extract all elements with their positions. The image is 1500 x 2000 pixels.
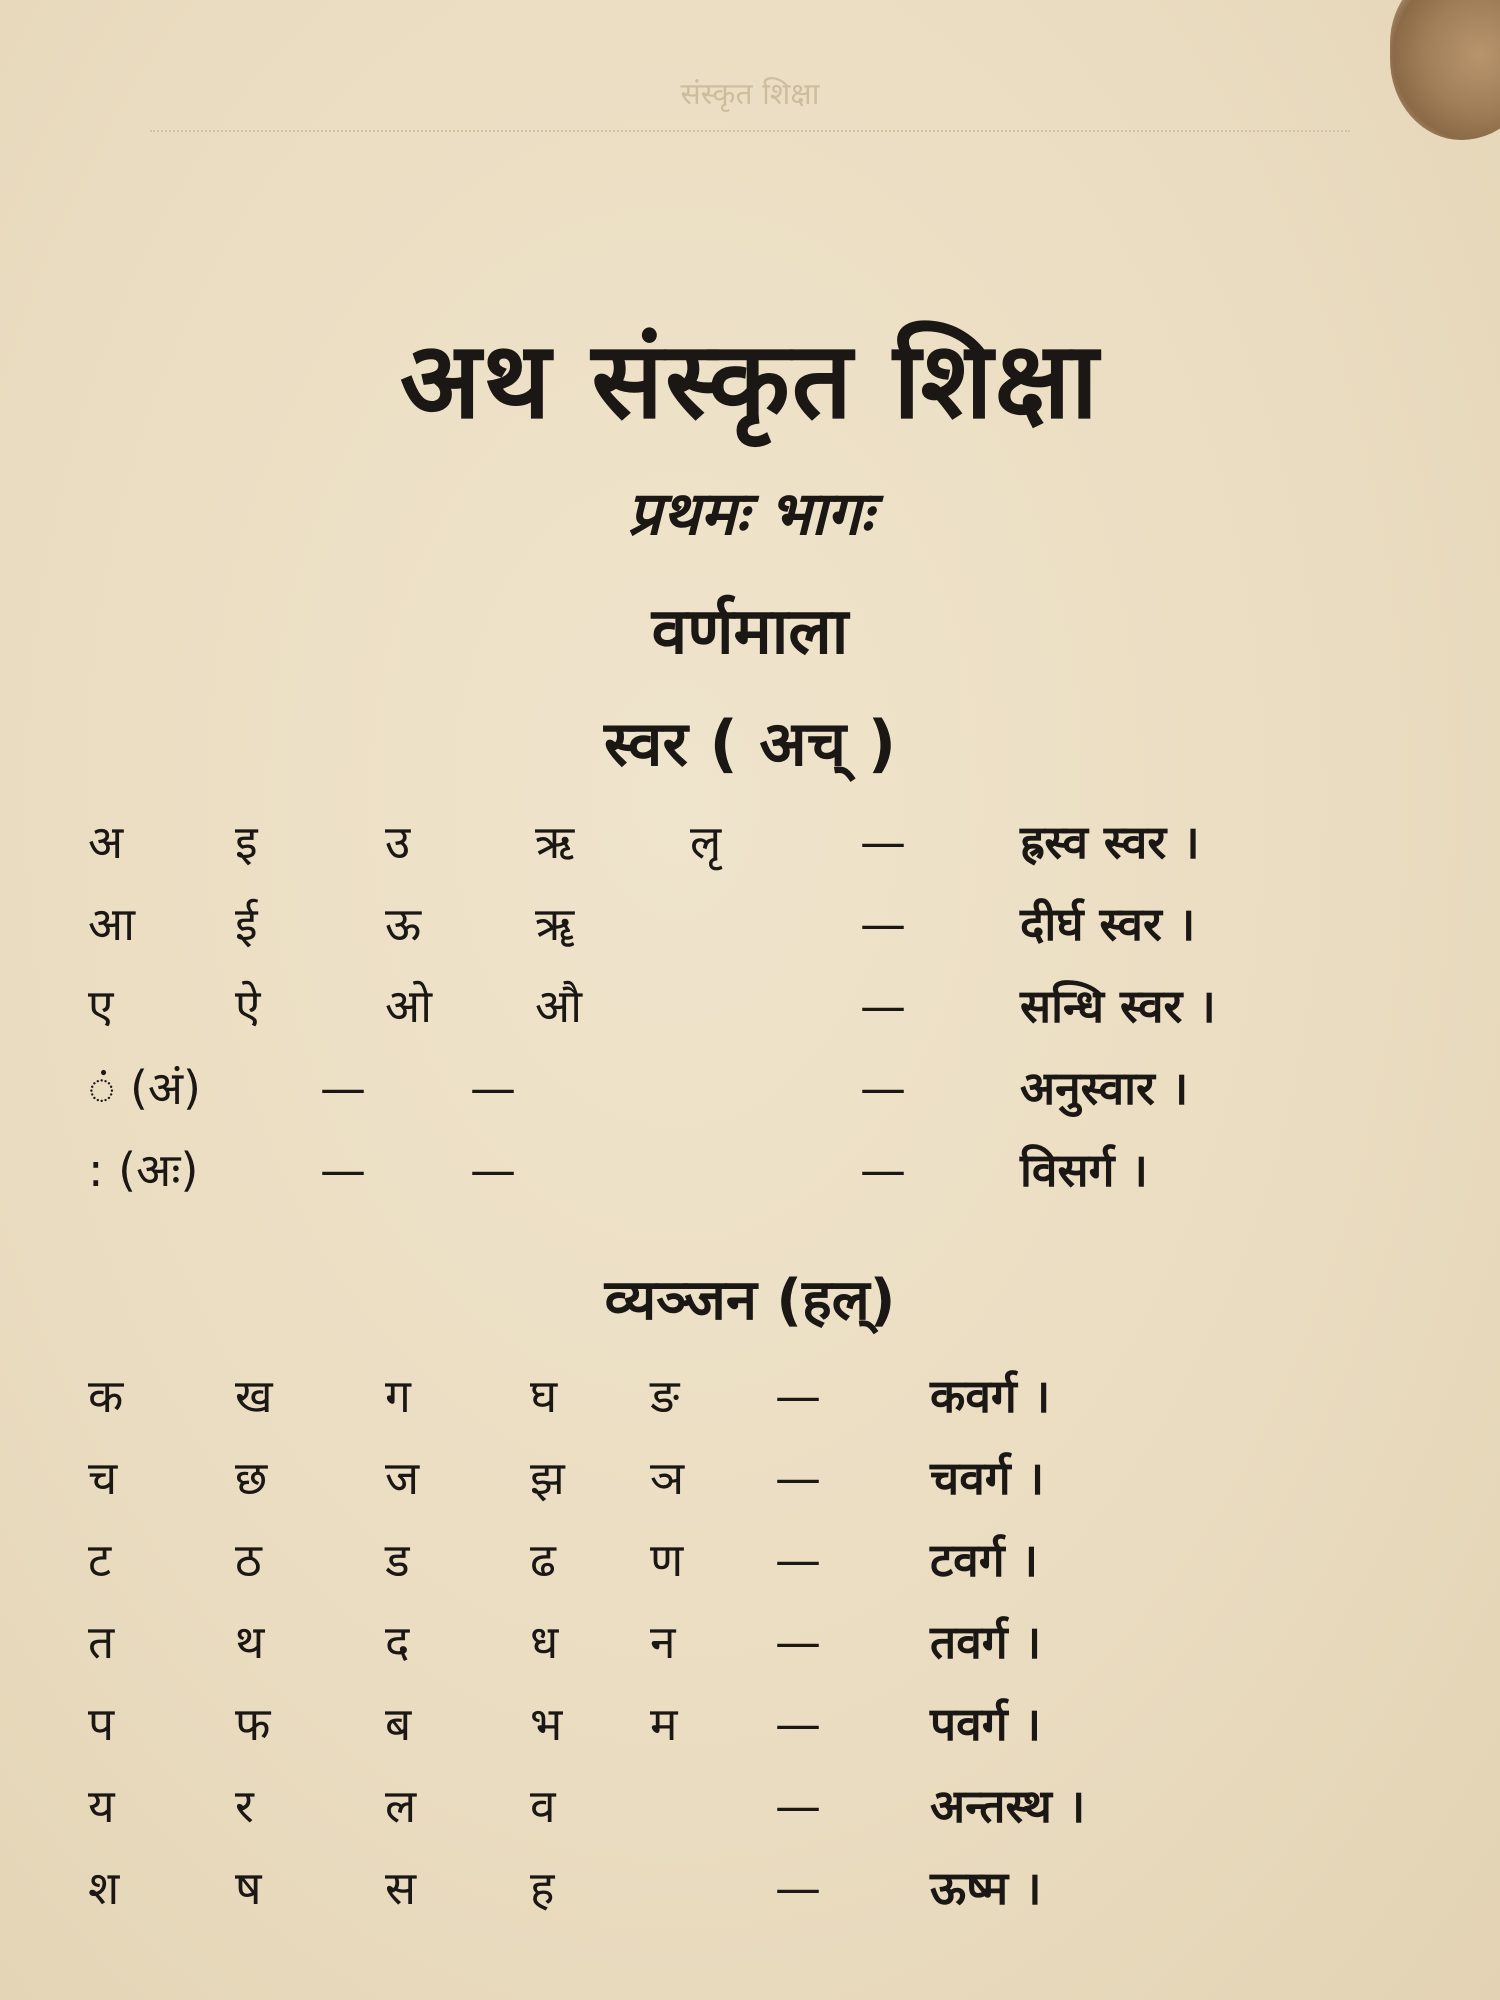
letter-cell: त (88, 1615, 115, 1669)
letter-cell: — (320, 1061, 366, 1115)
letter-cell: ग (385, 1369, 411, 1423)
row-label: ऊष्म । (930, 1861, 1042, 1915)
section-heading: वर्णमाला (651, 595, 849, 669)
letter-cell: थ (235, 1615, 265, 1669)
running-head: संस्कृत शिक्षा (680, 77, 820, 112)
letter-cell: व (530, 1779, 556, 1833)
row-dash: — (775, 1451, 821, 1505)
row-label: अन्तस्थ । (930, 1779, 1086, 1833)
page-title: अथ संस्कृत शिक्षा (399, 319, 1101, 442)
letter-cell: न (650, 1615, 676, 1669)
consonant-row (0, 1688, 1500, 1760)
letter-cell: ई (235, 897, 258, 951)
vowel-row (0, 1134, 1500, 1206)
vowel-row (0, 806, 1500, 878)
letter-cell: औ (535, 979, 583, 1033)
letter-cell: ञ (650, 1451, 685, 1505)
letter-cell: ओ (385, 979, 433, 1033)
letter-cell: ब (385, 1697, 412, 1751)
letter-cell: म (650, 1697, 678, 1751)
letter-cell: उ (385, 815, 411, 869)
letter-cell: ह (530, 1861, 555, 1915)
row-dash: — (775, 1369, 821, 1423)
row-label: टवर्ग । (930, 1533, 1039, 1587)
row-dash: — (775, 1779, 821, 1833)
letter-cell: र (235, 1779, 254, 1833)
row-dash: — (860, 1143, 906, 1197)
vowel-row (0, 888, 1500, 960)
row-dash: — (860, 897, 906, 951)
letter-cell: च (88, 1451, 118, 1505)
letter-cell: अ (88, 815, 124, 869)
letter-cell: फ (235, 1697, 271, 1751)
row-dash: — (775, 1615, 821, 1669)
letter-cell: : (अः) (88, 1143, 199, 1197)
letter-cell: ड (385, 1533, 410, 1587)
header-rule (150, 130, 1350, 132)
part-heading: प्रथमः भागः (627, 479, 873, 549)
letter-cell: ढ (530, 1533, 556, 1587)
letter-cell: ष (235, 1861, 262, 1915)
letter-cell: ऋ (535, 815, 575, 869)
letter-cell: झ (530, 1451, 565, 1505)
row-label: विसर्ग । (1020, 1143, 1148, 1197)
row-label: चवर्ग । (930, 1451, 1045, 1505)
vowel-row (0, 970, 1500, 1042)
row-dash: — (860, 979, 906, 1033)
row-label: सन्धि स्वर । (1020, 979, 1216, 1033)
letter-cell: य (88, 1779, 115, 1833)
letter-cell: प (88, 1697, 115, 1751)
letter-cell: श (88, 1861, 120, 1915)
row-dash: — (775, 1697, 821, 1751)
letter-cell: इ (235, 815, 258, 869)
row-dash: — (860, 815, 906, 869)
letter-cell: लृ (690, 815, 722, 869)
letter-cell: द (385, 1615, 410, 1669)
consonant-row (0, 1524, 1500, 1596)
consonants-heading: व्यञ्जन (हल्) (604, 1268, 896, 1333)
consonant-row (0, 1442, 1500, 1514)
row-label: ह्रस्व स्वर । (1020, 815, 1200, 869)
page-stain (1390, 0, 1500, 140)
letter-cell: ट (88, 1533, 112, 1587)
letter-cell: स (385, 1861, 417, 1915)
letter-cell: — (470, 1061, 516, 1115)
letter-cell: ज (385, 1451, 420, 1505)
row-label: तवर्ग । (930, 1615, 1042, 1669)
letter-cell: ठ (235, 1533, 262, 1587)
letter-cell: — (470, 1143, 516, 1197)
letter-cell: — (320, 1143, 366, 1197)
letter-cell: ए (88, 979, 114, 1033)
row-label: कवर्ग । (930, 1369, 1051, 1423)
letter-cell: क (88, 1369, 124, 1423)
consonant-row (0, 1770, 1500, 1842)
vowel-row (0, 1052, 1500, 1124)
consonant-row (0, 1606, 1500, 1678)
letter-cell: भ (530, 1697, 563, 1751)
row-dash: — (775, 1861, 821, 1915)
consonant-row (0, 1852, 1500, 1924)
letter-cell: घ (530, 1369, 558, 1423)
consonant-row (0, 1360, 1500, 1432)
letter-cell: ङ (650, 1369, 680, 1423)
letter-cell: ॠ (535, 897, 575, 951)
row-label: दीर्घ स्वर । (1020, 897, 1196, 951)
letter-cell: ऐ (235, 979, 261, 1033)
letter-cell: आ (88, 897, 136, 951)
letter-cell: ं (अं) (88, 1061, 201, 1115)
letter-cell: ण (650, 1533, 684, 1587)
row-dash: — (775, 1533, 821, 1587)
row-label: पवर्ग । (930, 1697, 1042, 1751)
vowels-heading: स्वर ( अच् ) (603, 707, 897, 780)
letter-cell: ऊ (385, 897, 422, 951)
letter-cell: ख (235, 1369, 273, 1423)
letter-cell: ध (530, 1615, 559, 1669)
letter-cell: छ (235, 1451, 268, 1505)
letter-cell: ल (385, 1779, 417, 1833)
row-dash: — (860, 1061, 906, 1115)
row-label: अनुस्वार । (1020, 1061, 1189, 1115)
